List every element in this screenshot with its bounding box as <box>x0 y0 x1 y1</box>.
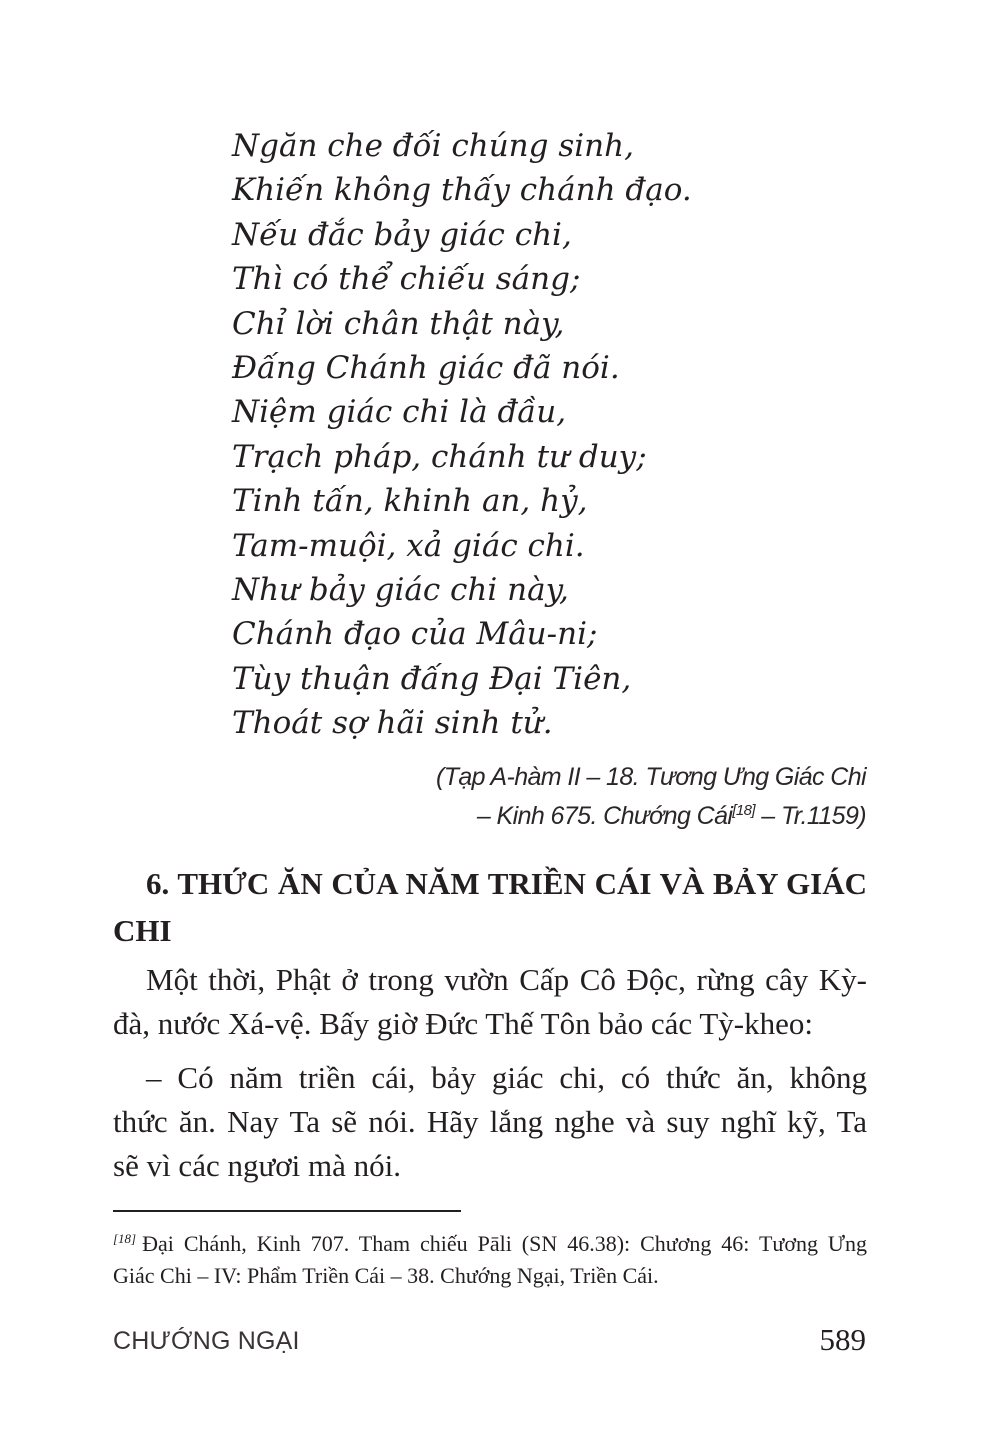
verse-line: Ngăn che đối chúng sinh, <box>232 128 634 164</box>
page-number: 589 <box>819 1322 866 1357</box>
citation-line-2 <box>436 797 866 836</box>
verse-line: Chỉ lời chân thật này, <box>232 305 565 342</box>
footnote <box>113 1228 867 1292</box>
section-heading-line-1: 6. THỨC ĂN CỦA NĂM TRIỀN CÁI VÀ BẢY GIÁC <box>146 866 867 901</box>
paragraph-line: thức ăn. Nay Ta sẽ nói. Hãy lắng nghe và suy nghĩ kỹ, Ta <box>113 1104 867 1139</box>
verse-block <box>232 124 872 745</box>
citation-line-1: (Tạp A-hàm II – 18. Tương Ưng Giác Chi <box>435 763 866 791</box>
footnote-line-1 <box>113 1228 867 1260</box>
body-paragraph <box>113 1056 867 1188</box>
verse-line: Chánh đạo của Mâu-ni; <box>232 616 598 653</box>
running-head: CHƯỚNG NGẠI <box>113 1327 300 1355</box>
footnote-divider <box>113 1210 461 1212</box>
verse-line: Trạch pháp, chánh tư duy; <box>232 438 647 475</box>
body-paragraph <box>113 958 867 1046</box>
citation-page: – Tr.1159) <box>754 802 866 830</box>
footnote-marker: [18] <box>113 1231 137 1246</box>
verse-line: Tam-muội, xả giác chi. <box>232 527 585 564</box>
verse-line: Đấng Chánh giác đã nói. <box>232 349 620 386</box>
verse-line: Nếu đắc bảy giác chi, <box>232 216 572 253</box>
source-citation <box>436 758 866 836</box>
verse-line: Niệm giác chi là đầu, <box>232 394 567 431</box>
section-heading <box>113 860 867 954</box>
verse-line: Thoát sợ hãi sinh tử. <box>232 705 553 742</box>
paragraph-line: Một thời, Phật ở trong vườn Cấp Cô Độc, rừng cây Kỳ- <box>146 962 867 997</box>
paragraph-line: – Có năm triền cái, bảy giác chi, có thức ăn, không <box>146 1060 867 1095</box>
citation-text: – Kinh 675. Chướng Cái <box>476 802 733 830</box>
footnote-reference[interactable]: [18] <box>732 802 755 819</box>
verse-line: Khiến không thấy chánh đạo. <box>232 172 692 209</box>
footnote-line-2: Giác Chi – IV: Phẩm Triền Cái – 38. Chướng Ngại, Triền Cái. <box>113 1263 659 1288</box>
verse-line: Tùy thuận đấng Đại Tiên, <box>232 660 632 697</box>
verse-line: Như bảy giác chi này, <box>232 571 569 608</box>
paragraph-line: sẽ vì các ngươi mà nói. <box>113 1148 402 1183</box>
verse-line: Thì có thể chiếu sáng; <box>232 261 581 298</box>
section-heading-line-2: CHI <box>113 913 172 948</box>
footnote-text: Đại Chánh, Kinh 707. Tham chiếu Pāli (SN 46.38): Chương 46: Tương Ưng <box>142 1231 867 1256</box>
paragraph-line: đà, nước Xá-vệ. Bấy giờ Đức Thế Tôn bảo các Tỳ-kheo: <box>113 1006 813 1041</box>
verse-line: Tinh tấn, khinh an, hỷ, <box>232 483 588 520</box>
